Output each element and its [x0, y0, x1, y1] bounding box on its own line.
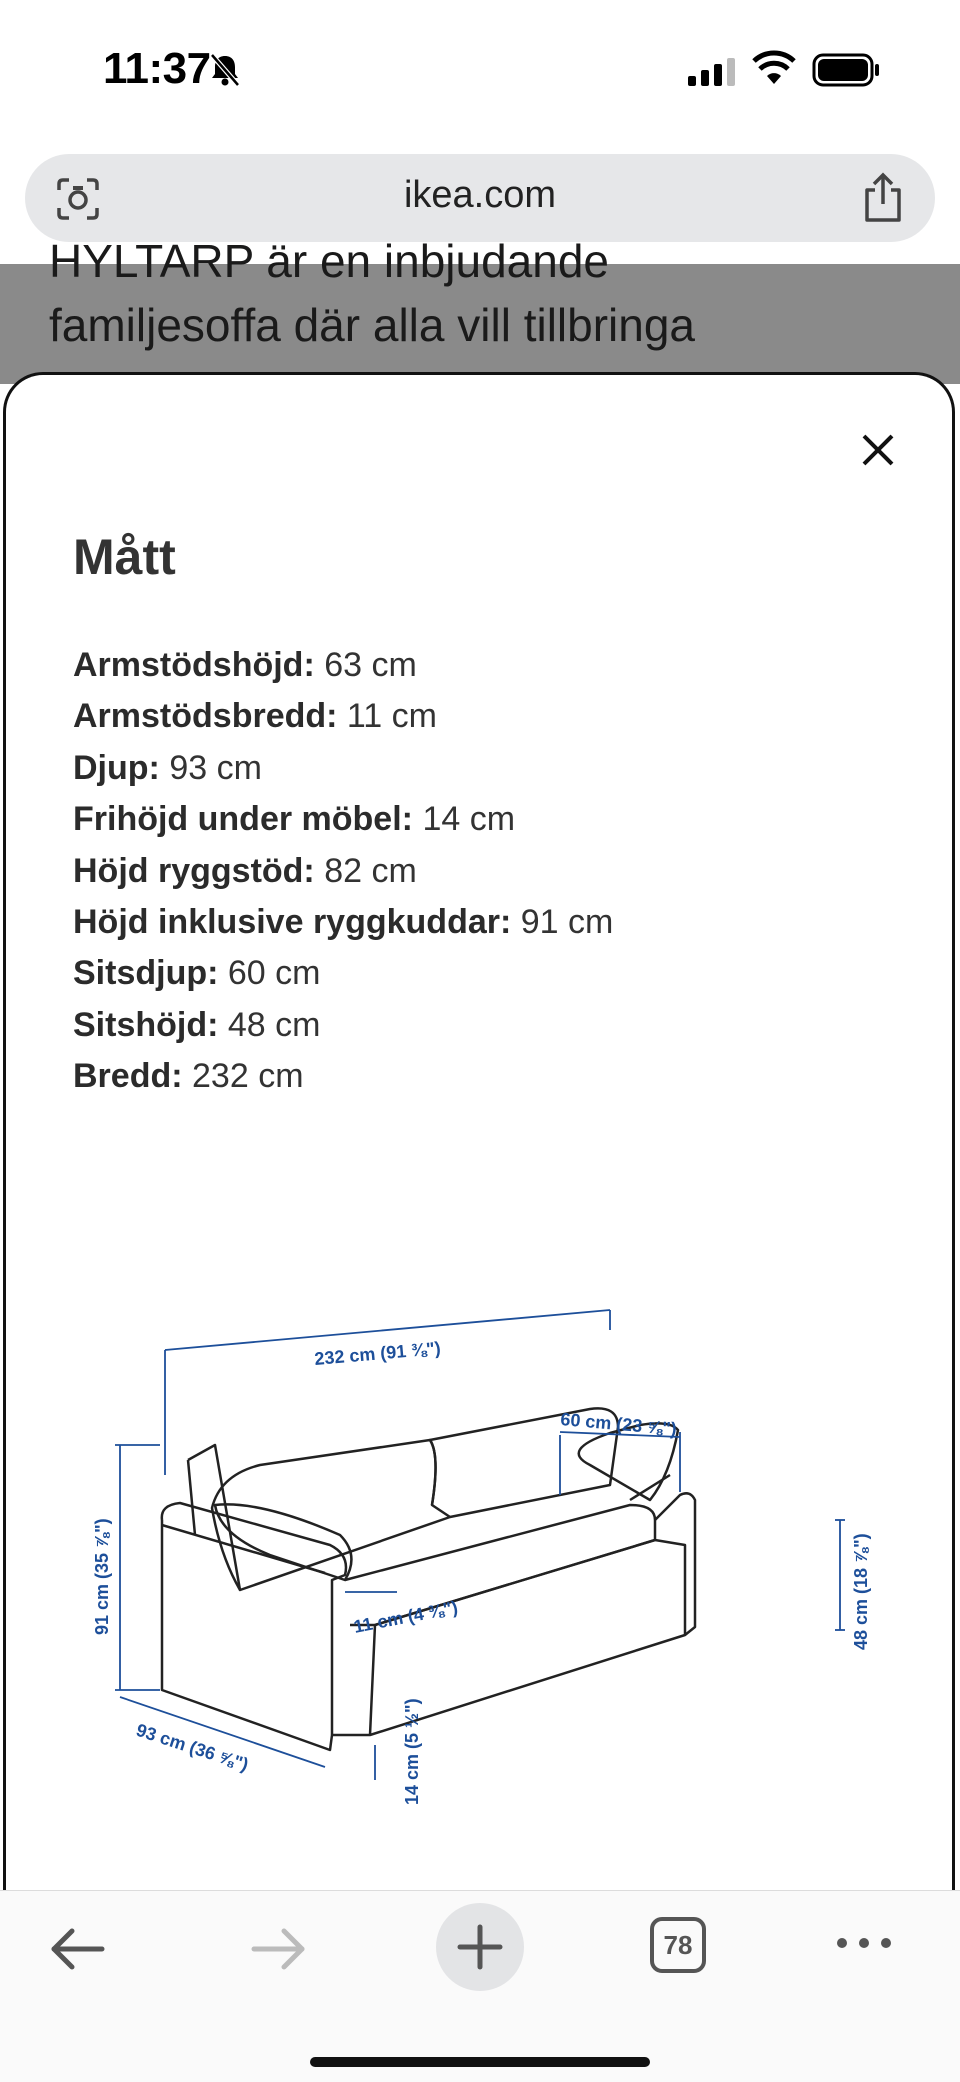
height-label: 91 cm (35 ⅞") — [92, 1518, 112, 1635]
dimension-label: Sitsdjup: — [73, 954, 219, 993]
dimension-row — [73, 846, 613, 897]
dimension-row — [73, 794, 613, 845]
dimension-row — [73, 1000, 613, 1051]
seat-height-label: 48 cm (18 ⅞") — [851, 1533, 871, 1650]
width-label: 232 cm (91 ⅜") — [313, 1338, 442, 1369]
dimension-row — [73, 743, 613, 794]
address-bar[interactable] — [25, 154, 935, 242]
new-tab-button[interactable] — [436, 1903, 524, 1991]
seat-depth-label: 60 cm (23 ⅝") — [559, 1409, 678, 1440]
browser-toolbar — [0, 1890, 960, 2082]
tabs-button[interactable]: 78 — [650, 1917, 706, 1973]
signal-icon — [688, 58, 738, 86]
dimension-label: Armstödsbredd: — [73, 697, 338, 736]
battery-icon — [812, 52, 882, 88]
modal-title: Mått — [73, 529, 176, 585]
background-page — [0, 235, 960, 384]
dimensions-list — [73, 640, 613, 1103]
background-text-line: HYLTARP är en inbjudande — [49, 235, 610, 287]
dimension-value: 14 cm — [422, 800, 516, 839]
dimension-row — [73, 640, 613, 691]
forward-arrow-icon[interactable] — [248, 1927, 308, 1971]
share-icon[interactable] — [859, 172, 907, 224]
depth-label: 93 cm (36 ⅝") — [133, 1719, 251, 1775]
close-icon[interactable] — [856, 428, 900, 472]
plus-icon — [436, 1903, 524, 1991]
dimension-value: 63 cm — [324, 646, 417, 684]
status-time: 11:37 — [103, 44, 211, 93]
sofa-outline — [162, 1408, 695, 1750]
armrest-width-label: 11 cm (4 ⅜") — [351, 1597, 460, 1637]
dimension-label: Armstödshöjd: — [73, 646, 315, 684]
dimension-value: 60 cm — [227, 954, 321, 993]
dimension-row — [73, 897, 613, 948]
dimension-label: Sitshöjd: — [73, 1005, 219, 1044]
dimension-label: Höjd ryggstöd: — [73, 851, 315, 890]
dimension-value: 82 cm — [324, 851, 417, 890]
dimension-row — [73, 948, 613, 999]
dimension-label: Bredd: — [73, 1057, 183, 1096]
dimension-value: 48 cm — [227, 1005, 321, 1044]
dimension-value: 91 cm — [520, 903, 614, 942]
wifi-icon — [752, 52, 796, 86]
dimension-value: 11 cm — [346, 697, 437, 736]
dimension-label: Höjd inklusive ryggkuddar: — [73, 903, 512, 942]
dimension-row — [73, 691, 613, 742]
background-text-line: familjesoffa där alla vill tillbringa — [49, 299, 695, 351]
url-text[interactable]: ikea.com — [403, 174, 557, 216]
dimension-label: Frihöjd under möbel: — [73, 800, 413, 839]
clearance-label: 14 cm (5 ½") — [402, 1698, 422, 1805]
bell-muted-icon — [207, 52, 243, 88]
back-arrow-icon[interactable] — [48, 1927, 108, 1971]
dimension-value: 93 cm — [169, 748, 262, 787]
dimension-row — [73, 1051, 613, 1102]
dimension-value: 232 cm — [192, 1057, 304, 1096]
more-icon[interactable] — [834, 1933, 894, 1953]
dimension-labels — [92, 1338, 871, 1805]
home-indicator — [310, 2057, 650, 2067]
status-bar — [0, 0, 960, 140]
dimension-label: Djup: — [73, 748, 160, 787]
sofa-dimension-drawing — [70, 1305, 890, 1865]
